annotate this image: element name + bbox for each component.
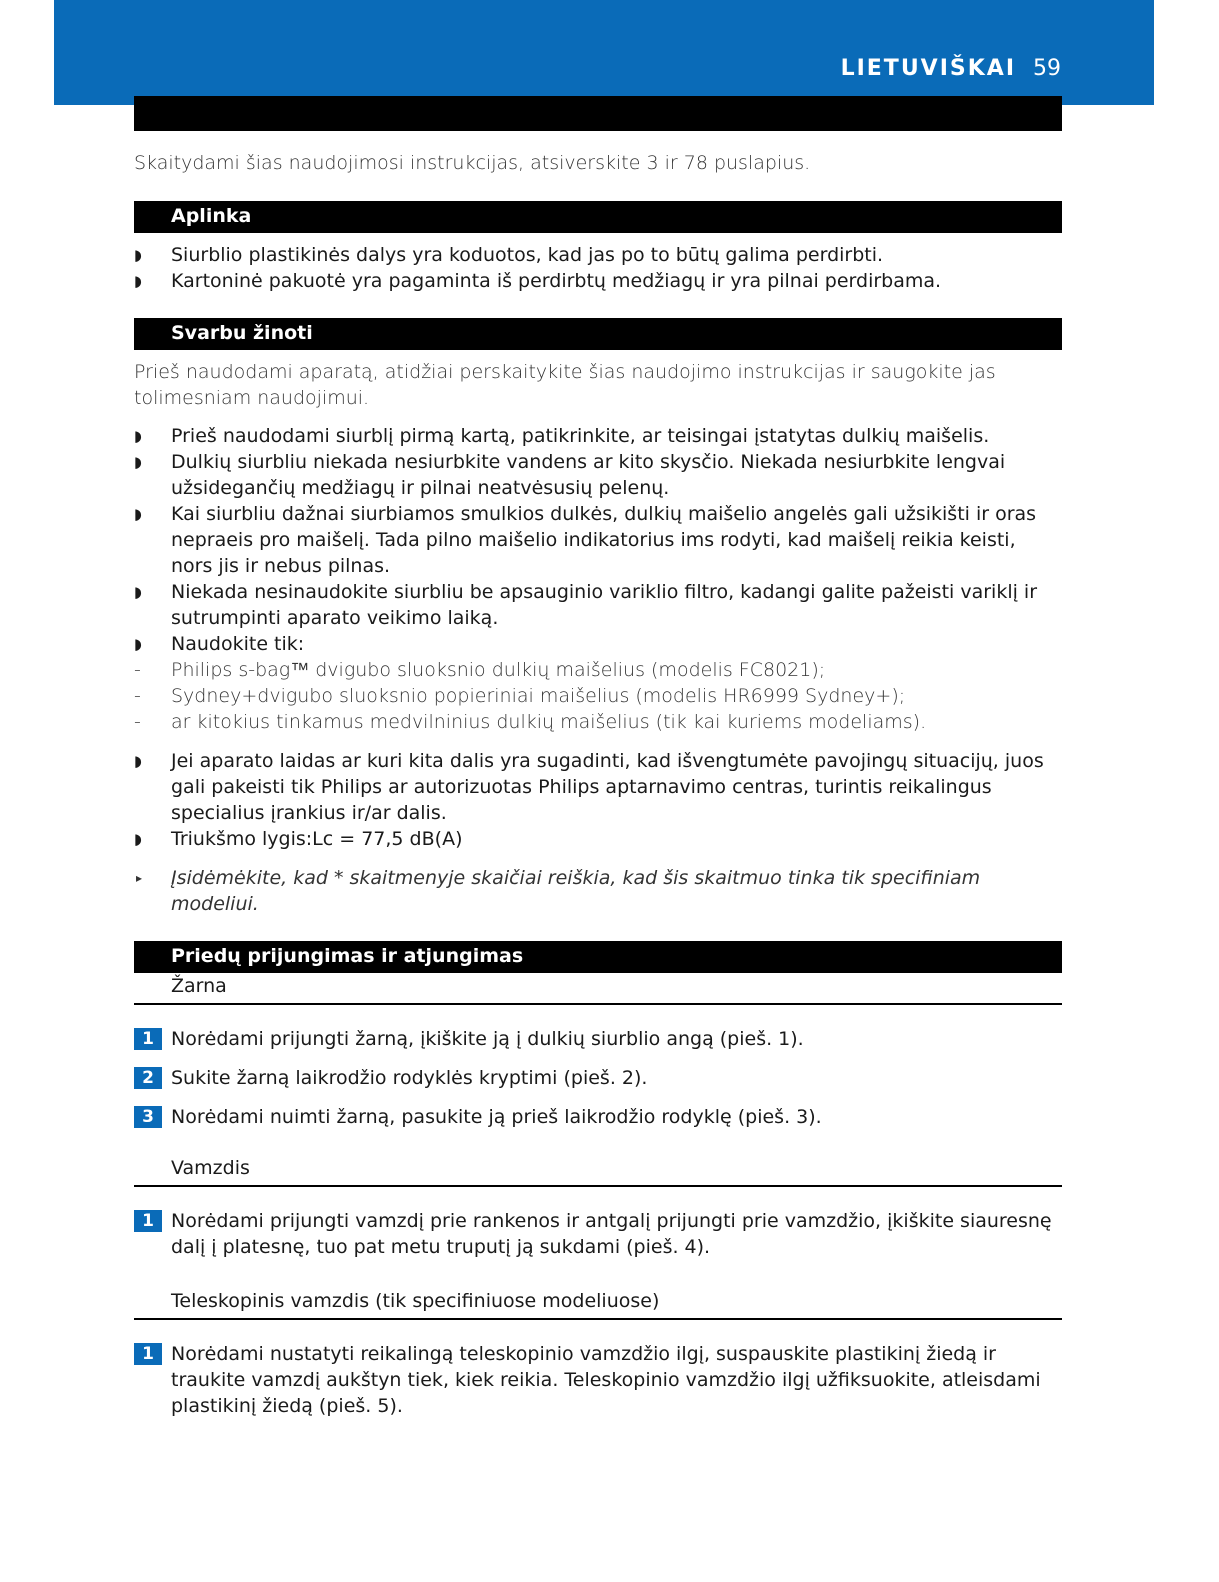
bag-types-list: [134, 657, 1062, 735]
language-label: LIETUVIŠKAI: [840, 56, 1016, 81]
section-heading-environment: Aplinka: [134, 201, 1062, 233]
title-bar: [134, 96, 1062, 131]
bullet-icon: ◗: [134, 246, 142, 264]
bullet-icon: ◗: [134, 453, 142, 471]
environment-list: [134, 242, 1062, 294]
intro-text: Skaitydami šias naudojimosi instrukcijas, atsiverskite 3 ir 78 puslapius.: [134, 152, 811, 174]
bullet-icon: ◗: [134, 830, 142, 848]
bullet-icon: ◗: [134, 505, 142, 523]
section-heading-accessories: Priedų prijungimas ir atjungimas: [134, 941, 1062, 973]
important-intro: Prieš naudodami aparatą, atidžiai perskaitykite šias naudojimo instrukcijas ir saugokite jas tolimesniam naudojimui.: [134, 361, 996, 409]
step-item: 1 Norėdami nustatyti reikalingą teleskopinio vamzdžio ilgį, suspauskite plastikinį žiedą ir traukite vamzdį aukštyn tiek, kiek reikia. Teleskopinio vamzdžio ilgį užfiksuokite, atleisdami plastikinį žiedą (pieš. 5).: [134, 1341, 1062, 1419]
list-item: ◗ Prieš naudodami siurblį pirmą kartą, patikrinkite, ar teisingai įstatytas dulkių maišelis.: [134, 425, 990, 447]
dash-icon: -: [134, 711, 141, 733]
section-heading-important: Svarbu žinoti: [134, 318, 1062, 350]
important-list: [134, 423, 1062, 657]
bullet-icon: ◗: [134, 752, 142, 770]
step-item: 2 Sukite žarną laikrodžio rodyklės kryptimi (pieš. 2).: [134, 1065, 1062, 1091]
list-item: - ar kitokius tinkamus medvilninius dulkių maišelius (tik kai kuriems modeliams).: [134, 711, 927, 733]
list-item: ◗ Kai siurbliu dažnai siurbiamos smulkios dulkės, dulkių maišelio angelės gali užsikišti ir oras nepraeis pro maišelį. Tada pilno maišelio indikatorius ims rodyti, kad maišelį reikia keisti, nors jis ir nebus pilnas.: [134, 503, 1037, 577]
dash-icon: -: [134, 685, 141, 707]
step-item: 1 Norėdami prijungti žarną, įkiškite ją į dulkių siurblio angą (pieš. 1).: [134, 1026, 1062, 1052]
list-item: ◗ Kartoninė pakuotė yra pagaminta iš perdirbtų medžiagų ir yra pilnai perdirbama.: [134, 270, 942, 292]
subheading-tube: Vamzdis: [134, 1155, 1062, 1187]
bullet-icon: ◗: [134, 272, 142, 290]
list-item: ◗ Niekada nesinaudokite siurbliu be apsauginio variklio filtro, kadangi galite pažeisti variklį ir sutrumpinti aparato veikimo laiką.: [134, 581, 1038, 629]
page-header: [54, 0, 1154, 105]
list-item: - Philips s-bag™ dvigubo sluoksnio dulkių maišelius (modelis FC8021);: [134, 659, 826, 681]
important-list-2: [134, 748, 1062, 852]
subheading-telescopic: Teleskopinis vamzdis (tik specifiniuose modeliuose): [134, 1288, 1062, 1320]
step-number: 3: [134, 1106, 162, 1128]
step-number: 2: [134, 1067, 162, 1089]
list-item: - Sydney+dvigubo sluoksnio popieriniai maišelius (modelis HR6999 Sydney+);: [134, 685, 906, 707]
list-item: ◗ Siurblio plastikinės dalys yra koduotos, kad jas po to būtų galima perdirbti.: [134, 244, 884, 266]
step-item: 1 Norėdami prijungti vamzdį prie rankenos ir antgalį prijungti prie vamzdžio, įkiškite siauresnę dalį į platesnę, tuo pat metu truputį ją sukdami (pieš. 4).: [134, 1208, 1062, 1260]
list-item: ◗ Naudokite tik:: [134, 633, 305, 655]
subheading-hose: Žarna: [134, 973, 1062, 1005]
bullet-icon: ◗: [134, 635, 142, 653]
page-number: 59: [1033, 56, 1061, 81]
step-number: 1: [134, 1343, 162, 1365]
step-item: 3 Norėdami nuimti žarną, pasukite ją prieš laikrodžio rodyklę (pieš. 3).: [134, 1104, 1062, 1130]
bullet-icon: ◗: [134, 583, 142, 601]
list-item: ◗ Triukšmo lygis:Lc = 77,5 dB(A): [134, 828, 463, 850]
step-number: 1: [134, 1210, 162, 1232]
model-note: ▸ Įsidėmėkite, kad * skaitmenyje skaičiai reiškia, kad šis skaitmuo tinka tik specifiniam modeliui.: [136, 867, 981, 915]
bullet-icon: ◗: [134, 427, 142, 445]
list-item: ◗ Jei aparato laidas ar kuri kita dalis yra sugadinti, kad išvengtumėte pavojingų situacijų, juos gali pakeisti tik Philips ar autorizuotas Philips aptarnavimo centras, turintis reikalingus specialius įrankius ir/ar dalis.: [134, 750, 1044, 824]
dash-icon: -: [134, 659, 141, 681]
step-number: 1: [134, 1028, 162, 1050]
triangle-bullet-icon: ▸: [136, 871, 143, 885]
page-content: [134, 150, 1062, 1419]
list-item: ◗ Dulkių siurbliu niekada nesiurbkite vandens ar kito skysčio. Niekada nesiurbkite lengvai užsidegančių medžiagų ir pilnai neatvėsusių pelenų.: [134, 451, 1006, 499]
